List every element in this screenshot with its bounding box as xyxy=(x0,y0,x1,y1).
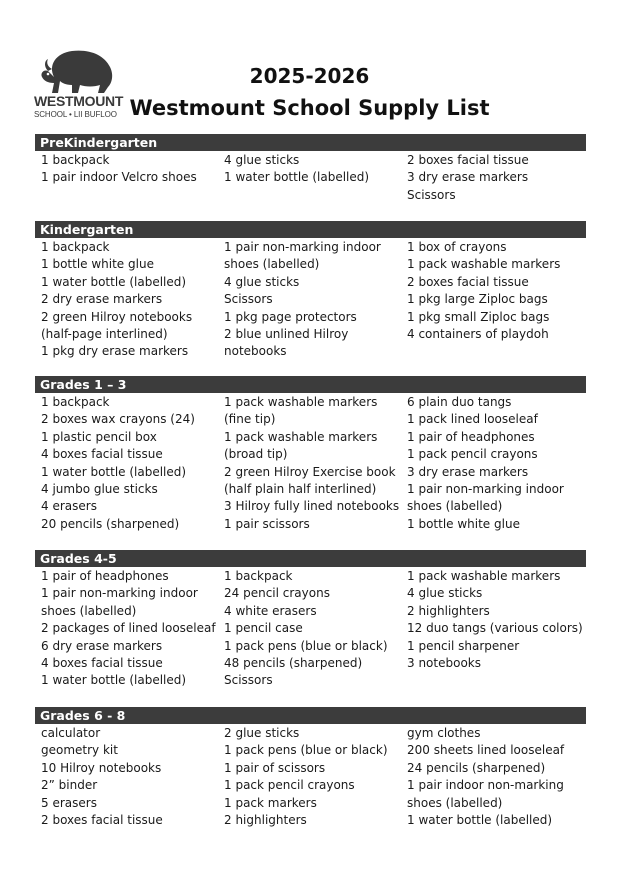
supply-item: 1 pair of headphones xyxy=(407,429,535,444)
supply-item: 4 jumbo glue sticks xyxy=(41,482,158,497)
supply-item: 2 boxes facial tissue xyxy=(407,153,529,167)
supply-section xyxy=(35,550,586,690)
supply-item: 2 blue unlined Hilroy xyxy=(224,327,349,342)
supply-column xyxy=(218,568,401,690)
supply-column xyxy=(401,152,586,204)
supply-column xyxy=(35,239,218,361)
supply-item: 1 pencil case xyxy=(224,621,303,636)
supply-item: 1 pair non-marking indoor xyxy=(41,586,198,601)
supply-item: 1 pair of scissors xyxy=(224,760,326,775)
supply-item: 4 boxes facial tissue xyxy=(41,656,163,671)
supply-item: 1 backpack xyxy=(224,569,293,583)
supply-item: 1 pack washable markers xyxy=(224,429,378,444)
section-heading: PreKindergarten xyxy=(35,134,586,151)
supply-item: 20 pencils (sharpened) xyxy=(41,516,180,531)
supply-item: 6 dry erase markers xyxy=(41,638,163,653)
supply-item: 2 green Hilroy Exercise book xyxy=(224,464,396,479)
supply-item: 1 pack washable markers xyxy=(407,569,561,583)
supply-column xyxy=(218,239,401,361)
supply-item: 3 dry erase markers xyxy=(407,170,529,185)
supply-item: 1 box of crayons xyxy=(407,240,507,254)
supply-item: (broad tip) xyxy=(224,447,288,462)
supply-item: 1 pair indoor non-marking xyxy=(407,778,564,793)
supply-item: (half-page interlined) xyxy=(41,327,168,342)
section-columns xyxy=(35,567,586,690)
supply-item: 1 pack markers xyxy=(224,795,317,810)
supply-item: Scissors xyxy=(407,187,456,202)
supply-item: shoes (labelled) xyxy=(41,603,137,618)
supply-item: 1 backpack xyxy=(41,395,110,409)
supply-item: 1 water bottle (labelled) xyxy=(41,464,187,479)
supply-item: 1 pair scissors xyxy=(224,516,310,531)
supply-item: 1 bottle white glue xyxy=(407,516,520,531)
supply-section xyxy=(35,134,586,204)
supply-item: (fine tip) xyxy=(224,412,276,427)
supply-item: 1 pencil sharpener xyxy=(407,638,520,653)
supply-item: Scissors xyxy=(224,673,273,688)
supply-item: 2 dry erase markers xyxy=(41,292,163,307)
supply-item: 4 glue sticks xyxy=(407,586,483,601)
supply-item: 1 pair indoor Velcro shoes xyxy=(41,170,197,185)
supply-item: 1 pack washable markers xyxy=(224,395,378,409)
supply-column xyxy=(35,568,218,690)
supply-item: 2 green Hilroy notebooks xyxy=(41,309,193,324)
supply-item: 1 pkg dry erase markers xyxy=(41,344,189,359)
supply-item: 1 water bottle (labelled) xyxy=(407,813,553,828)
supply-item: 12 duo tangs (various colors) xyxy=(407,621,583,636)
supply-column xyxy=(35,152,218,204)
supply-item: shoes (labelled) xyxy=(407,499,503,514)
supply-column xyxy=(401,568,586,690)
section-columns xyxy=(35,724,586,829)
supply-item: 1 pack pens (blue or black) xyxy=(224,743,388,758)
section-columns xyxy=(35,393,586,533)
supply-item: Scissors xyxy=(224,292,273,307)
section-heading: Grades 4-5 xyxy=(35,550,586,567)
supply-item: 1 pair of headphones xyxy=(41,569,169,583)
supply-item: 10 Hilroy notebooks xyxy=(41,760,162,775)
supply-item: 1 bottle white glue xyxy=(41,257,154,272)
supply-item: 4 glue sticks xyxy=(224,274,300,289)
supply-item: 1 pair non-marking indoor xyxy=(407,482,564,497)
supply-column xyxy=(35,394,218,533)
section-heading: Kindergarten xyxy=(35,221,586,238)
supply-item: 2 packages of lined looseleaf xyxy=(41,621,216,636)
supply-item: 1 water bottle (labelled) xyxy=(41,673,187,688)
supply-item: 3 Hilroy fully lined notebooks xyxy=(224,499,400,514)
supply-item: 3 notebooks xyxy=(407,656,481,671)
supply-item: 1 water bottle (labelled) xyxy=(224,170,370,185)
supply-item: 1 pair non-marking indoor xyxy=(224,240,381,254)
supply-item: 48 pencils (sharpened) xyxy=(224,656,363,671)
supply-item: 2 boxes facial tissue xyxy=(41,813,163,828)
supply-section xyxy=(35,376,586,533)
supply-item: 1 pack washable markers xyxy=(407,257,561,272)
supply-item: calculator xyxy=(41,726,101,740)
supply-item: 1 pkg large Ziploc bags xyxy=(407,292,548,307)
supply-item: 1 plastic pencil box xyxy=(41,429,157,444)
supply-section xyxy=(35,221,586,361)
supply-item: 1 pack pens (blue or black) xyxy=(224,638,388,653)
supply-item: 4 white erasers xyxy=(224,603,317,618)
supply-item: geometry kit xyxy=(41,743,118,758)
supply-column xyxy=(401,394,586,533)
supply-item: 4 boxes facial tissue xyxy=(41,447,163,462)
supply-column xyxy=(401,239,586,361)
supply-item: 2” binder xyxy=(41,778,98,793)
supply-item: 4 containers of playdoh xyxy=(407,327,549,342)
supply-item: 4 glue sticks xyxy=(224,153,300,167)
supply-column xyxy=(35,725,218,829)
logo-name: WESTMOUNT xyxy=(34,93,124,109)
section-heading: Grades 1 – 3 xyxy=(35,376,586,393)
document-title: Westmount School Supply List xyxy=(129,96,490,120)
supply-item: 4 erasers xyxy=(41,499,97,514)
supply-item: 2 highlighters xyxy=(224,813,307,828)
supply-item: 2 glue sticks xyxy=(224,726,300,740)
section-heading: Grades 6 - 8 xyxy=(35,707,586,724)
supply-item: 24 pencil crayons xyxy=(224,586,330,601)
section-columns xyxy=(35,238,586,361)
supply-column xyxy=(401,725,586,829)
logo-subtitle: SCHOOL • LII BUFLOO xyxy=(34,110,117,119)
supply-item: 1 backpack xyxy=(41,153,110,167)
supply-item: shoes (labelled) xyxy=(407,795,503,810)
section-columns xyxy=(35,151,586,204)
supply-item: 2 highlighters xyxy=(407,603,490,618)
supply-item: 1 pack pencil crayons xyxy=(224,778,355,793)
supply-item: 5 erasers xyxy=(41,795,97,810)
supply-item: (half plain half interlined) xyxy=(224,482,377,497)
supply-item: 1 pkg page protectors xyxy=(224,309,357,324)
supply-item: 2 boxes wax crayons (24) xyxy=(41,412,195,427)
supply-item: 2 boxes facial tissue xyxy=(407,274,529,289)
supply-item: 1 backpack xyxy=(41,240,110,254)
supply-item: 1 pack pencil crayons xyxy=(407,447,538,462)
supply-item: shoes (labelled) xyxy=(224,257,320,272)
supply-item: 3 dry erase markers xyxy=(407,464,529,479)
supply-item: gym clothes xyxy=(407,726,481,740)
supply-column xyxy=(218,725,401,829)
supply-item: 24 pencils (sharpened) xyxy=(407,760,546,775)
supply-item: 1 pack lined looseleaf xyxy=(407,412,538,427)
supply-item: 1 pkg small Ziploc bags xyxy=(407,309,550,324)
supply-item: 200 sheets lined looseleaf xyxy=(407,743,565,758)
supply-item: 6 plain duo tangs xyxy=(407,395,512,409)
supply-column xyxy=(218,152,401,204)
supply-column xyxy=(218,394,401,533)
supply-item: notebooks xyxy=(224,344,287,359)
supply-item: 1 water bottle (labelled) xyxy=(41,274,187,289)
supply-section xyxy=(35,707,586,829)
document-year: 2025-2026 xyxy=(249,64,370,88)
